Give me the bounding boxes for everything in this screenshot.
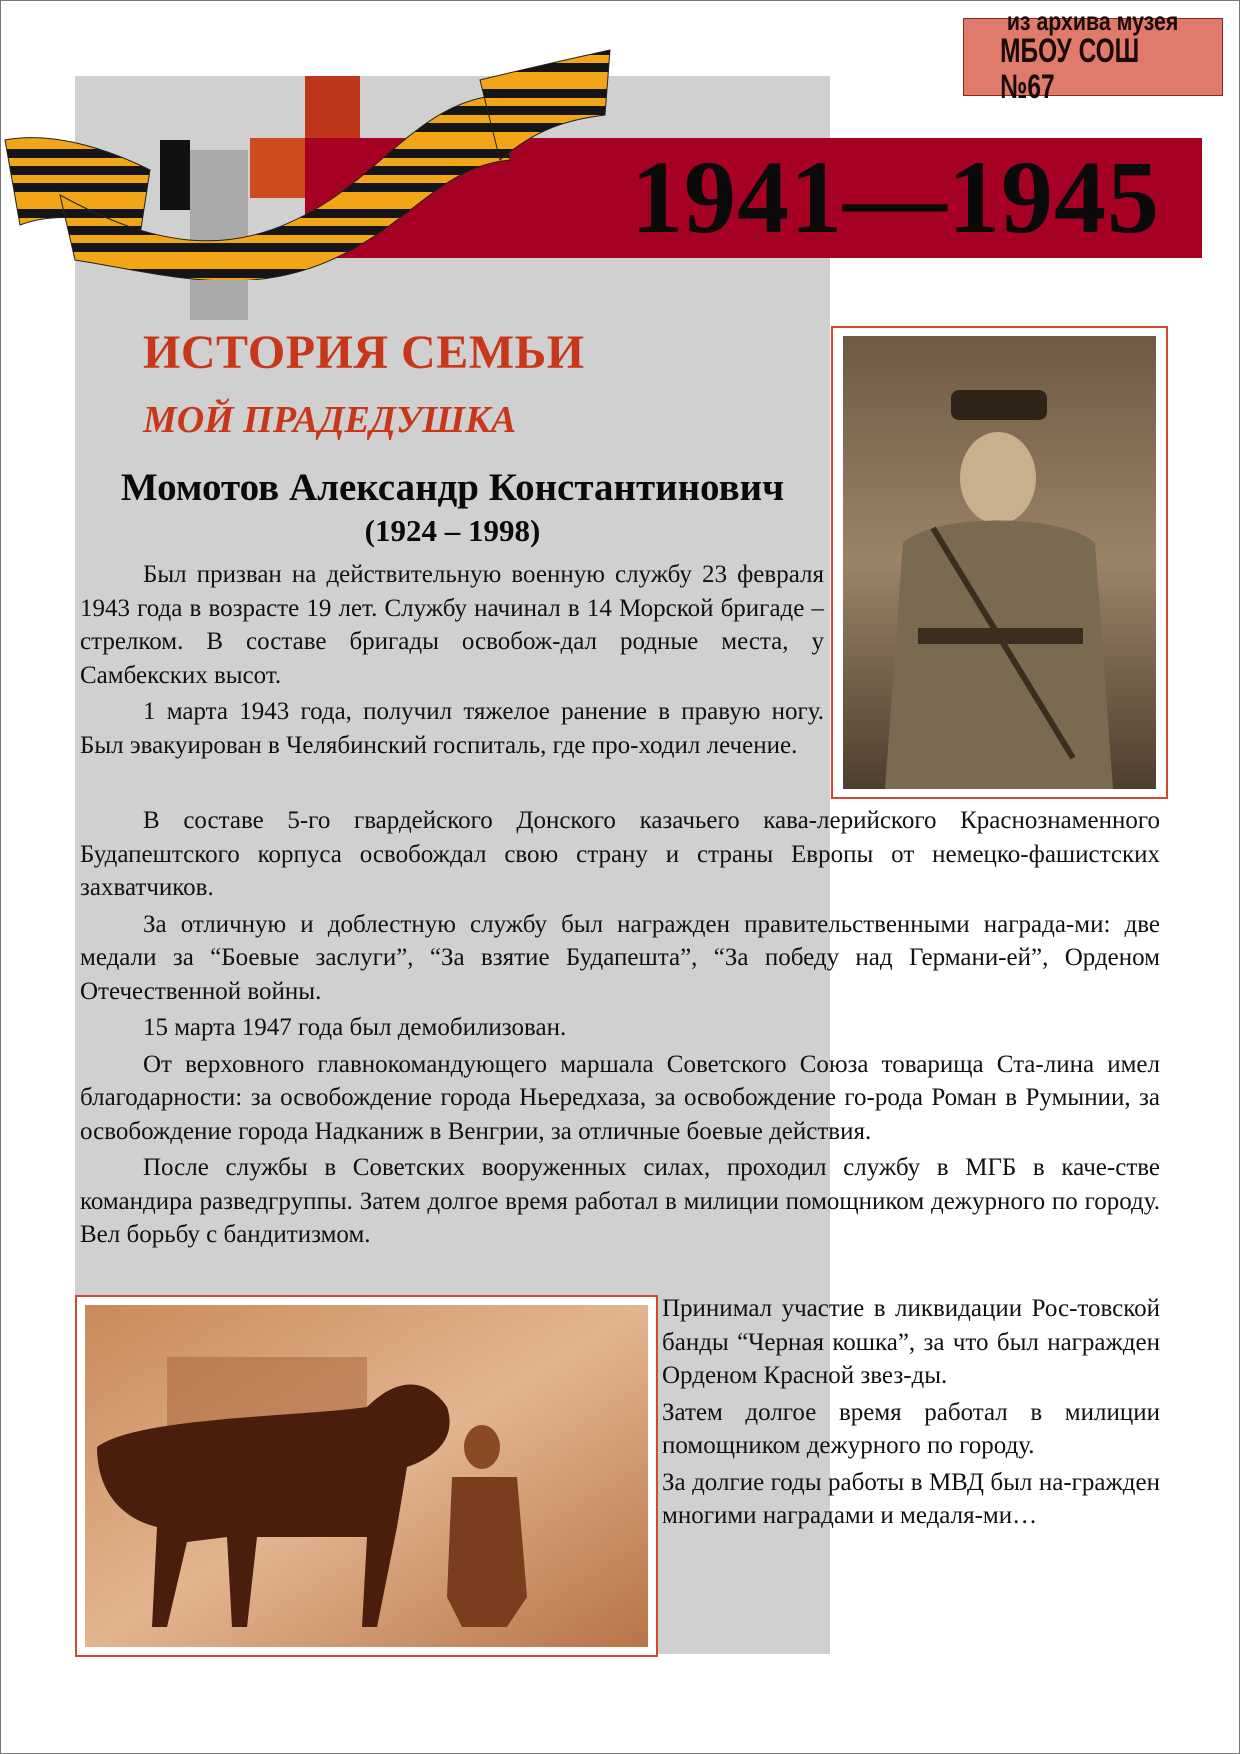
paragraph: После службы в Советских вооруженных силах, проходил службу в МГБ в каче-стве командира разведгруппы. Затем долгое время работал в милиции помощником дежурного по городу. Вел борьбу с бандитизмом. xyxy=(80,1154,1160,1248)
section-subtitle: МОЙ ПРАДЕДУШКА xyxy=(143,399,517,441)
paragraph: От верховного главнокомандующего маршала Советского Союза товарища Ста-лина имел благодарности: за освобождение города Ньередхаза, за освобождение го-рода Роман в Румынии, за освобождение города Надканиж в Венгрии, за отличные боевые действия. xyxy=(80,1050,1160,1145)
st-george-ribbon-icon xyxy=(0,20,620,280)
paragraph: За отличную и доблестную службу был награжден правительственными награда-ми: две медали за “Боевые заслуги”, “За взятие Будапешта”, “За победу над Германи-ей”, Орденом Отечественной войны. xyxy=(80,910,1160,1005)
person-name: Момотов Александр Константинович xyxy=(120,466,785,509)
section-title: ИСТОРИЯ СЕМЬИ xyxy=(143,326,585,379)
stamp-line-1: из архива музея xyxy=(1007,6,1179,37)
text-column-right xyxy=(662,1292,1160,1536)
portrait-photo xyxy=(831,326,1168,799)
museum-stamp xyxy=(963,6,1223,106)
horse-photo xyxy=(75,1295,658,1657)
paragraph: 15 марта 1947 года был демобилизован. xyxy=(143,1014,567,1041)
stamp-line-2: МБОУ СОШ №67 xyxy=(1000,32,1140,106)
person-years: (1924 – 1998) xyxy=(364,513,541,548)
paragraph: Затем долгое время работал в милиции помощником дежурного по городу. xyxy=(662,1398,1160,1459)
paragraph: В составе 5-го гвардейского Донского казачьего кава-лерийского Краснознаменного Будапештского корпуса освобождал свою страну и страны Европы от немецко-фашистских захватчиков. xyxy=(80,807,1160,901)
paragraph: Принимал участие в ликвидации Рос-товской банды “Черная кошка”, за что был награжден Орденом Красной звез-ды. xyxy=(662,1295,1160,1389)
paragraph: За долгие годы работы в МВД был на-гражден многими наградами и медаля-ми… xyxy=(662,1468,1160,1529)
text-column-left xyxy=(80,558,824,765)
paragraph: Был призван на действительную военную службу 23 февраля 1943 года в возрасте 19 лет. Службу начинал в 14 Морской бригаде – стрелком. В составе бригады освобож-дал родные места, у Самбекских высот. xyxy=(80,561,824,689)
title-years: 1941—1945 xyxy=(631,140,1160,255)
text-column-wide xyxy=(80,804,1160,1255)
paragraph: 1 марта 1943 года, получил тяжелое ранение в правую ногу. Был эвакуирован в Челябинский госпиталь, где про-ходил лечение. xyxy=(80,698,824,759)
